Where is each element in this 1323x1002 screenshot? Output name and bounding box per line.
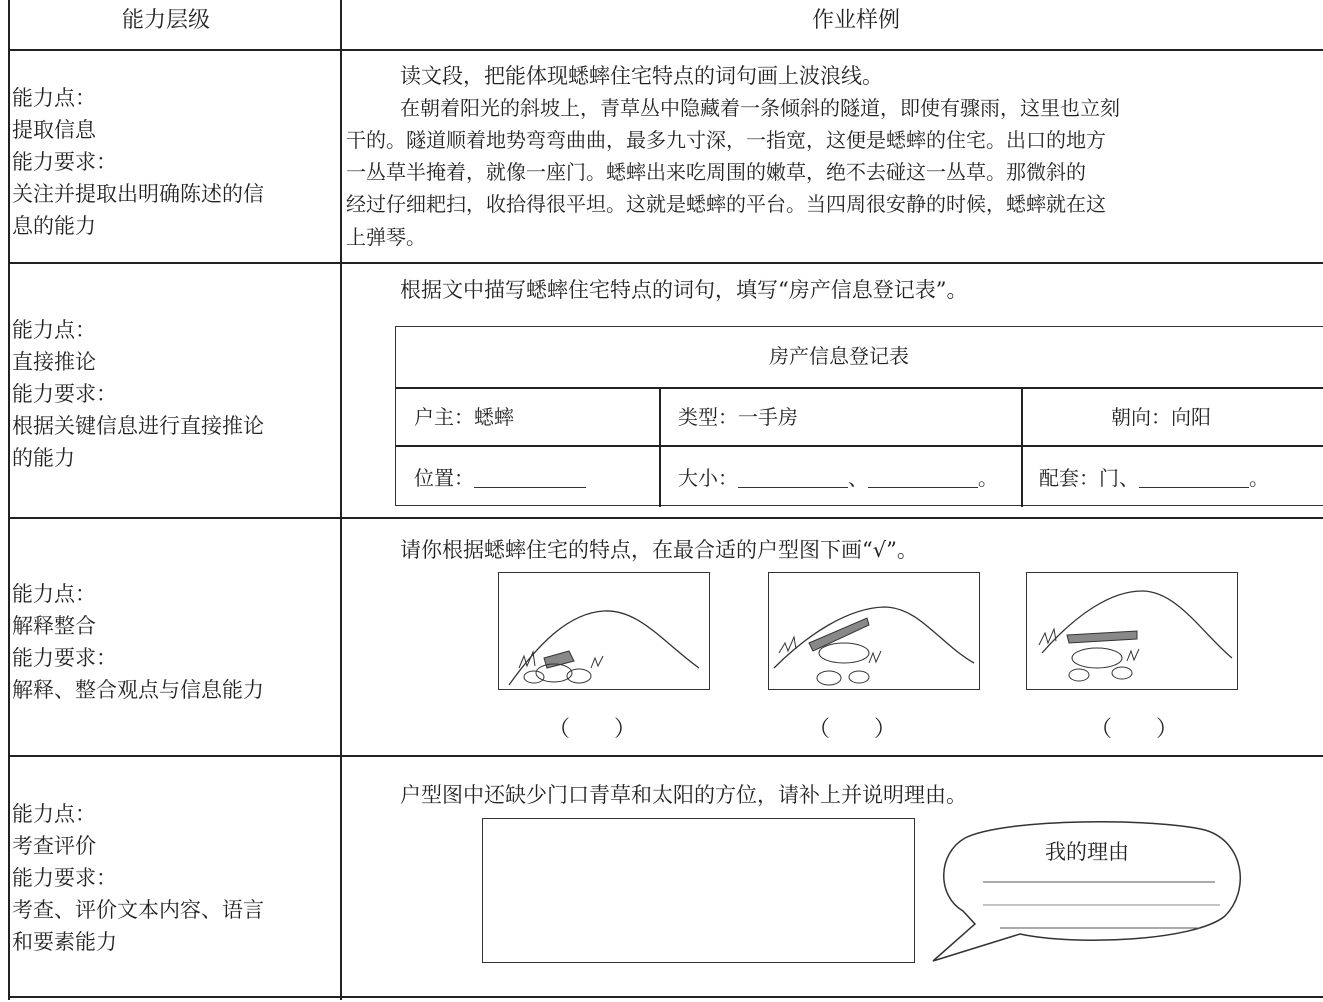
form-facility: [1039, 467, 1269, 488]
answer-paren-1[interactable]: （ ）: [548, 717, 637, 742]
label-line: 解释整合: [12, 614, 96, 638]
drawing-box[interactable]: [482, 818, 915, 963]
form-orientation: 朝向：向阳: [1111, 405, 1211, 429]
burrow-sketch-icon: [1027, 573, 1239, 691]
facility-end: 。: [1249, 466, 1269, 490]
row-divider: [8, 262, 1323, 264]
row1-label: [12, 82, 264, 242]
row4-instruction: 户型图中还缺少门口青草和太阳的方位，请补上并说明理由。: [400, 783, 967, 807]
size-end: 。: [978, 466, 998, 490]
passage-line: 经过仔细耙扫，收拾得很平坦。这就是蟋蟀的平台。当四周很安静的时候，蟋蟀就在这: [346, 192, 1106, 216]
burrow-sketch-icon: [769, 573, 981, 691]
label-line: 直接推论: [12, 350, 96, 374]
passage-line: 干的。隧道顺着地势弯弯曲曲，最多九寸深，一指宽，这便是蟋蟀的住宅。出口的地方: [346, 128, 1106, 152]
floor-plan-2: [768, 572, 980, 690]
label-line: 根据关键信息进行直接推论: [12, 414, 264, 438]
label-line: 能力要求：: [12, 646, 117, 670]
label-line: 考查、评价文本内容、语言: [12, 898, 264, 922]
label-line: 能力要求：: [12, 382, 117, 406]
location-blank[interactable]: [474, 467, 586, 488]
size-blank[interactable]: [868, 467, 978, 488]
form-divider: [396, 387, 1323, 389]
row3-instruction: 请你根据蟋蟀住宅的特点，在最合适的户型图下画“√”。: [400, 538, 918, 562]
row-divider: [8, 755, 1323, 757]
label-line: 和要素能力: [12, 930, 117, 954]
label-line: 能力点：: [12, 802, 96, 826]
location-label: 位置：: [414, 466, 474, 490]
size-blank[interactable]: [738, 467, 848, 488]
registration-form: [395, 326, 1323, 506]
form-size: [678, 467, 998, 488]
form-title: 房产信息登记表: [769, 344, 909, 368]
passage-line: 上弹琴。: [346, 225, 426, 249]
reason-title: 我的理由: [1045, 840, 1129, 864]
facility-blank[interactable]: [1139, 467, 1249, 488]
floor-plan-1: [498, 572, 710, 690]
label-line: 息的能力: [12, 214, 96, 238]
label-line: 能力要求：: [12, 150, 117, 174]
label-line: 解释、整合观点与信息能力: [12, 678, 264, 702]
form-owner: 户主：蟋蟀: [414, 405, 514, 429]
row3-label: [12, 578, 264, 706]
label-line: 能力要求：: [12, 866, 117, 890]
label-line: 能力点：: [12, 318, 96, 342]
passage-line: 一丛草半掩着，就像一座门。蟋蟀出来吃周围的嫩草，绝不去碰这一丛草。那微斜的: [346, 160, 1086, 184]
label-line: 提取信息: [12, 118, 96, 142]
form-divider: [396, 445, 1323, 447]
row-divider: [8, 49, 1323, 51]
row-divider: [8, 517, 1323, 519]
row4-label: [12, 798, 264, 958]
table-border-left: [8, 0, 10, 1000]
burrow-sketch-icon: [499, 573, 711, 691]
row2-label: [12, 314, 264, 474]
facility-label: 配套：门、: [1039, 466, 1139, 490]
form-type: 类型：一手房: [678, 405, 798, 429]
answer-paren-2[interactable]: （ ）: [808, 717, 897, 742]
answer-paren-3[interactable]: （ ）: [1090, 717, 1179, 742]
row1-instruction: 读文段，把能体现蟋蟀住宅特点的词句画上波浪线。: [400, 64, 883, 88]
form-location: [414, 467, 586, 488]
label-line: 能力点：: [12, 86, 96, 110]
label-line: 考查评价: [12, 834, 96, 858]
form-divider: [1021, 387, 1023, 507]
label-line: 关注并提取出明确陈述的信: [12, 182, 264, 206]
header-sample: 作业样例: [812, 8, 901, 33]
header-level: 能力层级: [122, 8, 211, 33]
row2-instruction: 根据文中描写蟋蟀住宅特点的词句，填写“房产信息登记表”。: [400, 278, 968, 302]
size-separator: 、: [848, 466, 868, 490]
floor-plan-3: [1026, 572, 1238, 690]
passage-line: 在朝着阳光的斜坡上，青草丛中隐藏着一条倾斜的隧道，即使有骤雨，这里也立刻: [400, 96, 1120, 120]
size-label: 大小：: [678, 466, 738, 490]
column-divider: [340, 0, 342, 1000]
form-divider: [659, 387, 661, 507]
label-line: 的能力: [12, 446, 75, 470]
table-border-bottom: [8, 996, 1323, 998]
speech-bubble: [925, 816, 1255, 966]
label-line: 能力点：: [12, 582, 96, 606]
